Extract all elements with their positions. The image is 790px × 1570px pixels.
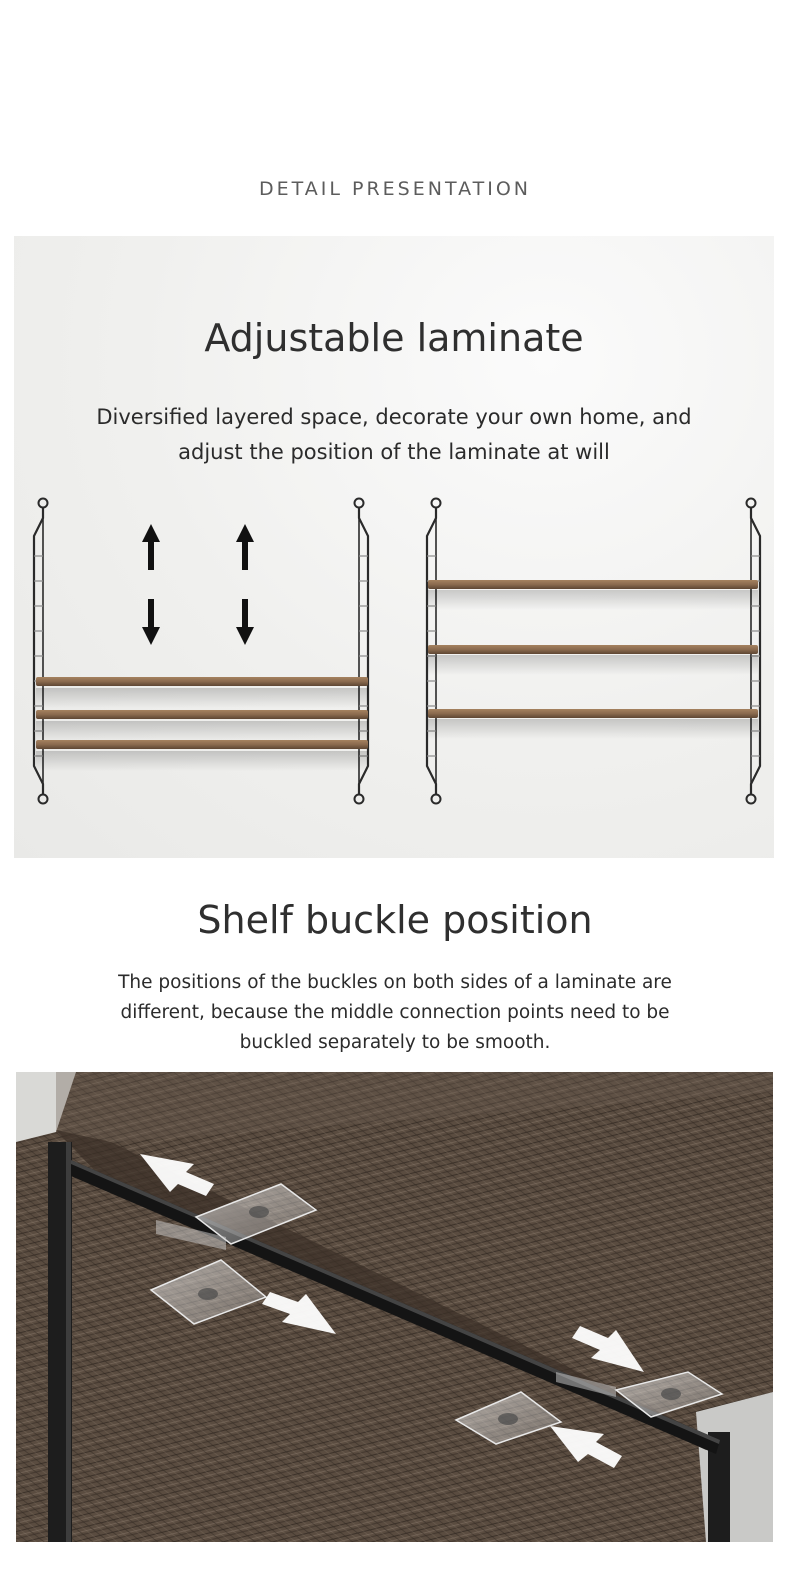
shelf-unit-right (427, 499, 760, 804)
shelf-board (428, 709, 758, 739)
adjustable-laminate-title: Adjustable laminate (204, 316, 584, 360)
shelf-board (428, 580, 758, 610)
arrow-down-icon (236, 599, 254, 645)
adjustable-laminate-description: Diversified layered space, decorate your own home, and adjust the position of the laminate at will (96, 405, 692, 464)
arrow-up-icon (236, 524, 254, 570)
buckle-closeup-illustration (16, 1072, 773, 1542)
shelf-board (36, 740, 368, 771)
shelf-board (36, 710, 368, 741)
buckle-closeup-photo (16, 1072, 773, 1542)
arrow-up-icon (142, 524, 160, 570)
shelf-unit-left (34, 499, 368, 804)
arrow-down-icon (142, 599, 160, 645)
shelf-board (428, 645, 758, 675)
section-eyebrow: DETAIL PRESENTATION (259, 178, 531, 200)
adjustable-laminate-panel (14, 236, 774, 858)
shelf-illustration (14, 236, 774, 858)
shelf-buckle-title: Shelf buckle position (197, 898, 593, 942)
shelf-board (36, 677, 368, 708)
shelf-buckle-description: The positions of the buckles on both sides of a laminate are different, because the middle connection points need to be buckled separately to be smooth. (118, 972, 672, 1053)
